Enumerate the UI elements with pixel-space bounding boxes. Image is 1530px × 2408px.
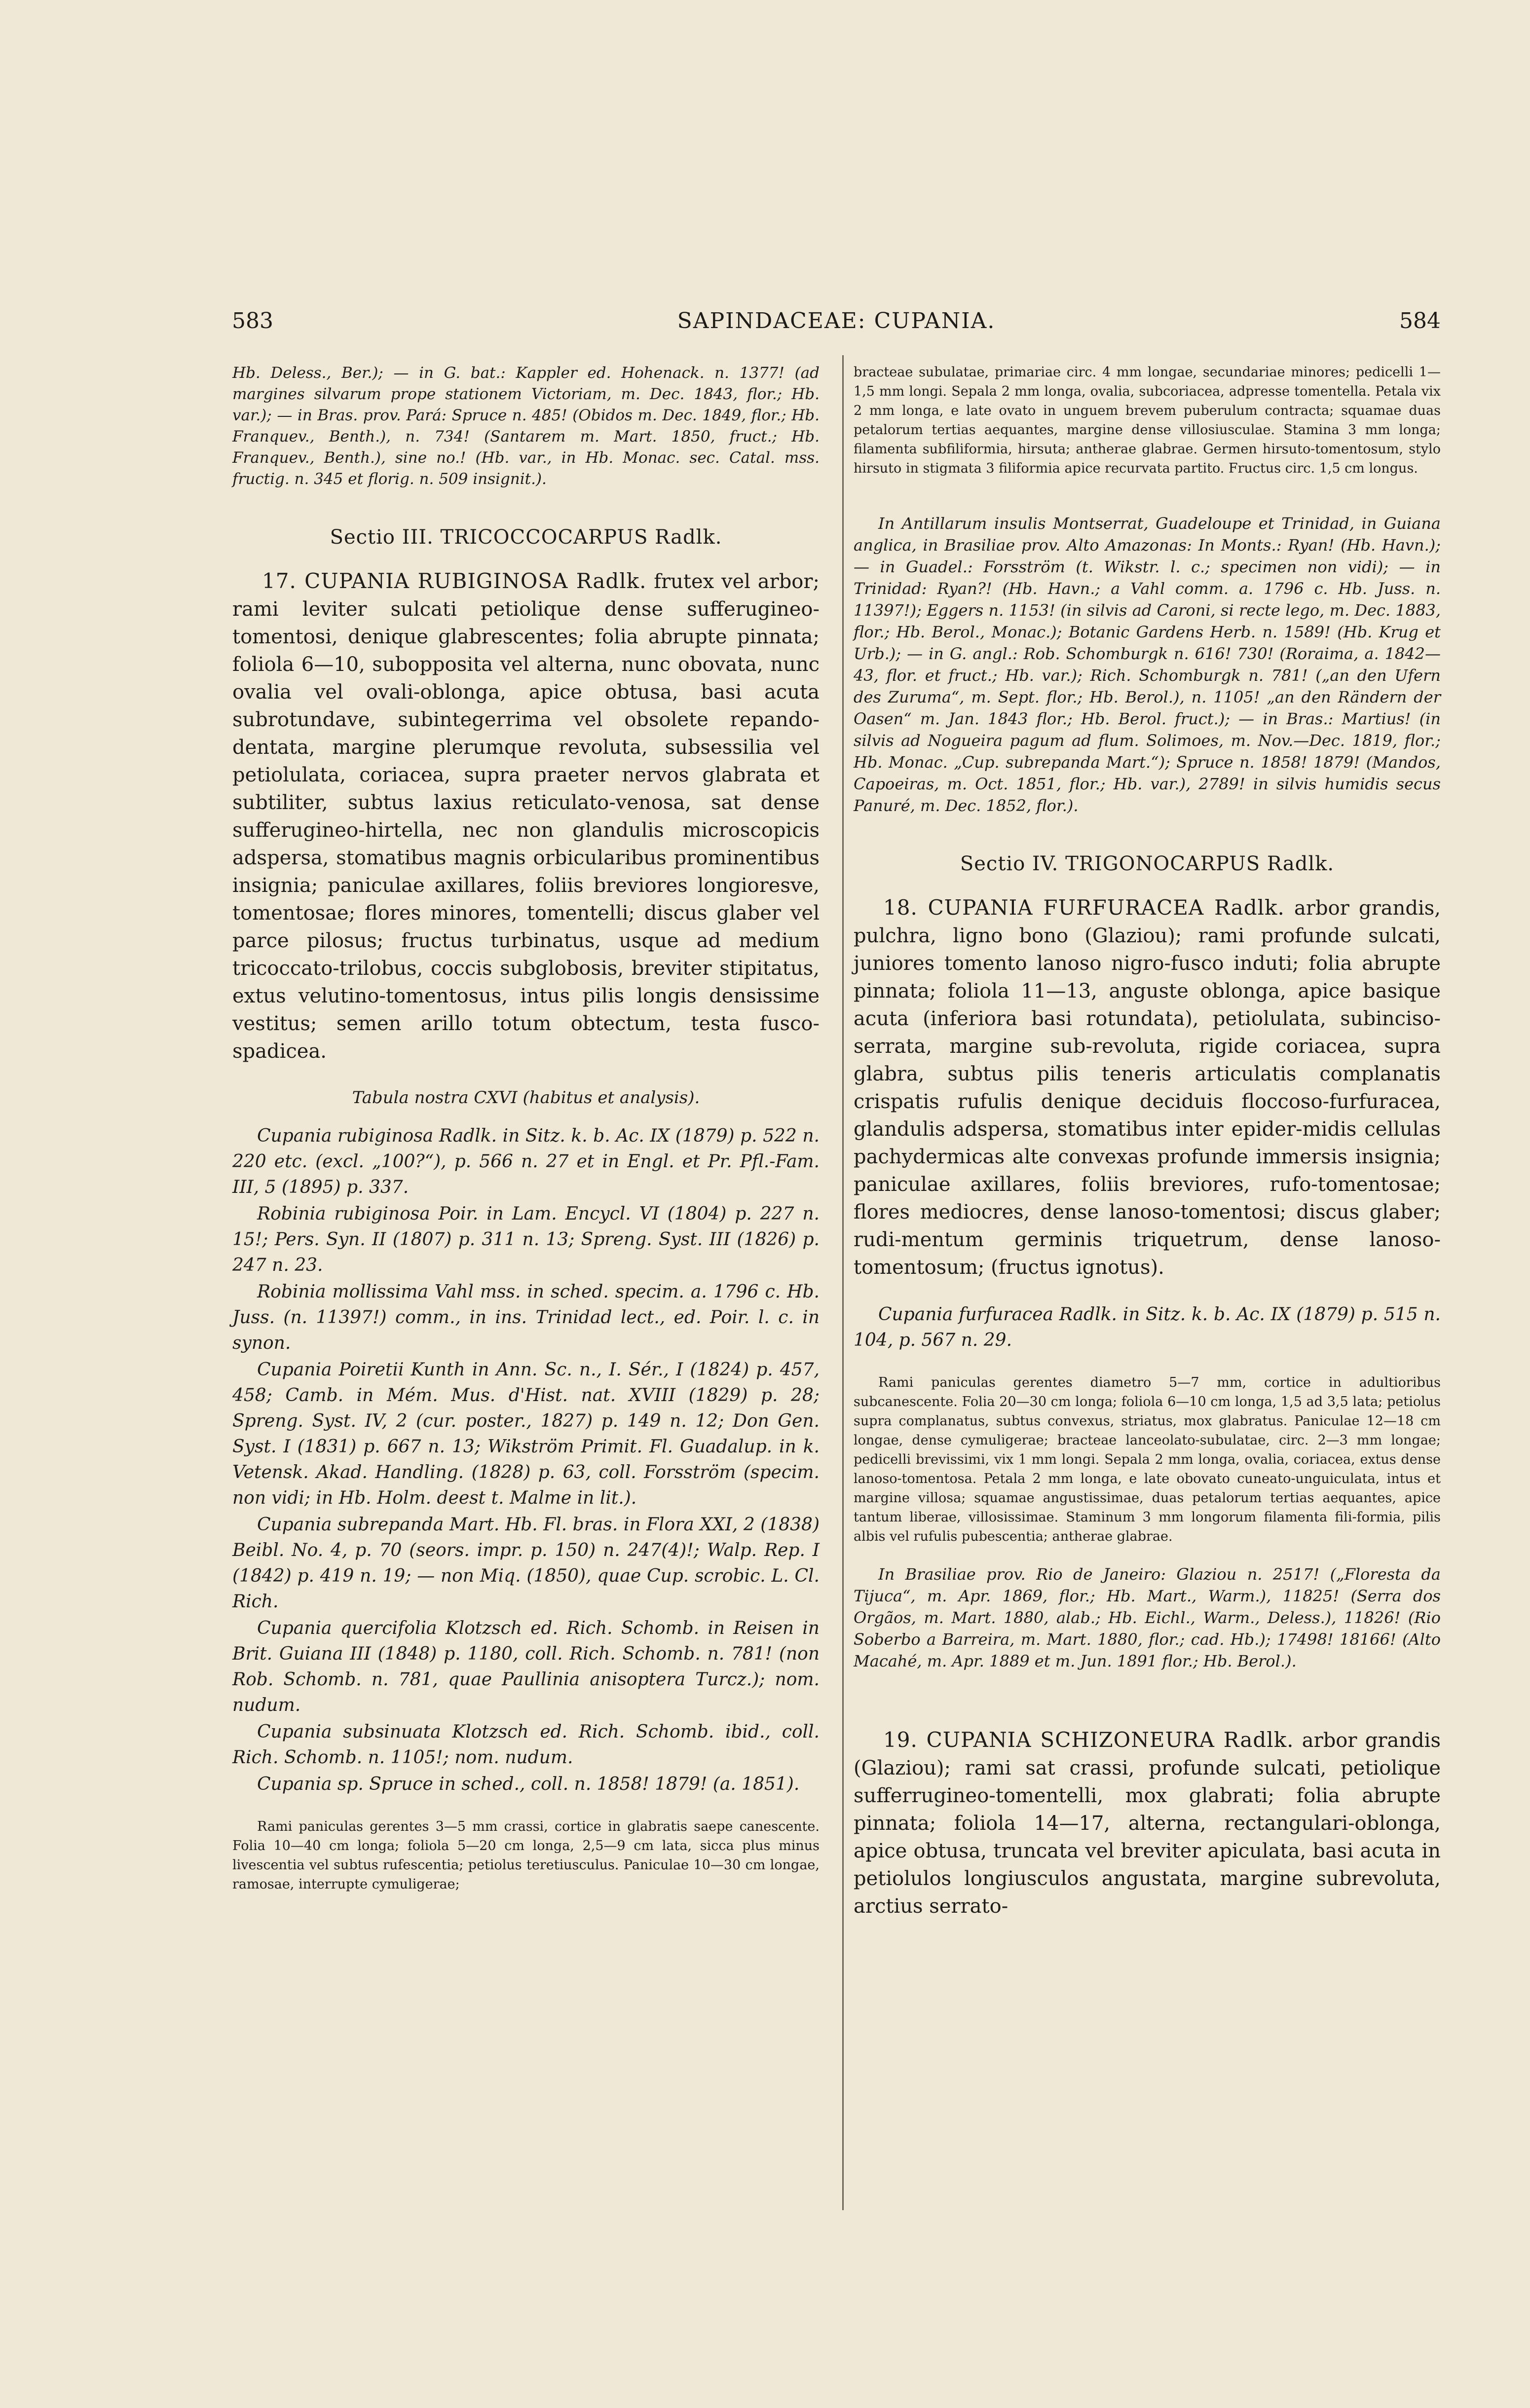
synonym-2: Robinia rubiginosa Poir. in Lam. Encycl. VI (1804) p. 227 n. 15!; Pers. Syn. II (1807) p. 311 n. 13; Spreng. Syst. III (1826) p. 247 n. 23. (232, 1204, 820, 1275)
page-header (232, 308, 1441, 348)
right-column (854, 363, 1441, 1920)
species-18-text: arbor grandis, pulchra, ligno bono (Glaziou); rami profunde sulcati, juniores tomento lanoso nigro-fusco induti; folia abrupte pinnata; foliola 11—13, anguste oblonga, apice basique acuta (inferiora basi rotundata), petiolulata, subinciso-serrata, margine sub-revoluta, rigide coriacea, supra glabra, subtus pilis teneris articulatis complanatis crispatis rufulis denique deciduis floccoso-furfuracea, glandulis adspersa, stomatibus inter epider-midis cellulas pachydermicas alte convexas profunde immersis insignia; paniculae axillares, foliis breviores, rufo-tomentosae; flores mediocres, dense lanoso-tomentosi; discus glaber; rudi-mentum germinis triquetrum, dense lanoso-tomentosum; (fructus ignotus). (854, 897, 1441, 1279)
synonym-3: Robinia mollissima Vahl mss. in sched. specim. a. 1796 c. Hb. Juss. (n. 11397!) comm., in ins. Trinidad lect., ed. Poir. l. c. in synon. (232, 1282, 820, 1353)
page-number-right: 584 (1399, 308, 1441, 333)
species-19-description (854, 1726, 1441, 1920)
synonym-4: Cupania Poiretii Kunth in Ann. Sc. n., I. Sér., I (1824) p. 457, 458; Camb. in Mém. Mus. d'Hist. nat. XVIII (1829) p. 28; Spreng. Syst. IV, 2 (cur. poster., 1827) p. 149 n. 12; Don Gen. Syst. I (1831) p. 667 n. 13; Wikström Primit. Fl. Guadalup. in k. Vetensk. Akad. Handling. (1828) p. 63, coll. Forsström (specim. non vidi; in Hb. Holm. deest t. Malme in lit.). (232, 1360, 820, 1508)
species-17-description (232, 567, 820, 1065)
column-divider (842, 355, 844, 2210)
species-17-localities: In Antillarum insulis Montserrat, Guadeloupe et Trinidad, in Guiana anglica, in Brasiliae prov. Alto Amazonas: In Monts.: Ryan! (Hb. Havn.); — in Guadel.: Forsström (t. Wikstr. l. c.; specimen non vidi); — in Trinidad: Ryan?! (Hb. Havn.; a Vahl comm. a. 1796 c. Hb. Juss. n. 11397!); Eggers n. 1153! (in silvis ad Caroni, si recte lego, m. Dec. 1883, flor.; Hb. Berol., Monac.); Botanic Gardens Herb. n. 1589! (Hb. Krug et Urb.); — in G. angl.: Rob. Schomburgk n. 616! 730! (Roraima, a. 1842—43, flor. et fruct.; Hb. var.); Rich. Schomburgk n. 781! („an den Ufern des Zuruma“, m. Sept. flor.; Hb. Berol.), n. 1105! „an den Rändern der Oasen“ m. Jan. 1843 flor.; Hb. Berol. fruct.); — in Bras.: Martius! (in silvis ad Nogueira pagum ad flum. Solimoes, m. Nov.—Dec. 1819, flor.; Hb. Monac. „Cup. subrepanda Mart.“); Spruce n. 1858! 1879! (Mandos, Capoeiras, m. Oct. 1851, flor.; Hb. var.), 2789! in silvis humidis secus Panuré, m. Dec. 1852, flor.). (854, 514, 1441, 815)
page-number-left: 583 (232, 308, 273, 333)
synonym-6: Cupania quercifolia Klotzsch ed. Rich. Schomb. in Reisen in Brit. Guiana III (1848) p. 1180, coll. Rich. Schomb. n. 781! (non Rob. Schomb. n. 781, quae Paullinia anisoptera Turcz.); nom. nudum. (232, 1618, 820, 1715)
section-title-iii: Sectio III. TRICOCCOCARPUS Radlk. (330, 526, 722, 549)
intro-paragraph: Hb. Deless., Ber.); — in G. bat.: Kappler ed. Hohenack. n. 1377! (ad margines silvarum prope stationem Victoriam, m. Dec. 1843, flor.; Hb. var.); — in Bras. prov. Pará: Spruce n. 485! (Obidos m. Dec. 1849, flor.; Hb. Franquev., Benth.), n. 734! (Santarem m. Mart. 1850, fruct.; Hb. Franquev., Benth.), sine no.! (Hb. var., in Hb. Monac. sec. Catal. mss. fructig. n. 345 et florig. n. 509 insignit.). (232, 364, 820, 488)
species-17-name: 17. CUPANIA RUBIGINOSA Radlk. (262, 569, 647, 593)
tabula-caption: Tabula nostra CXVI (habitus et analysis). (352, 1088, 700, 1108)
species-19-name: 19. CUPANIA SCHIZONEURA Radlk. (883, 1728, 1294, 1752)
continued-description: bracteae subulatae, primariae circ. 4 mm longae, secundariae minores; pedicelli 1—1,5 mm longi. Sepala 2 mm longa, ovalia, subcoriacea, adpresse tomentella. Petala vix 2 mm longa, e late ovato in unguem brevem puberulum contracta; squamae duas petalorum tertias aequantes, margine dense villosiusculae. Stamina 3 mm longa; filamenta subfiliformia, hirsuta; antherae glabrae. Germen hirsuto-tomentosum, stylo hirsuto in stigmata 3 filiformia apice recurvata partito. Fructus circ. 1,5 cm longus. (854, 365, 1441, 476)
synonym-1: Cupania rubiginosa Radlk. in Sitz. k. b. Ac. IX (1879) p. 522 n. 220 etc. (excl. „100?“), p. 566 n. 27 et in Engl. et Pr. Pfl.-Fam. III, 5 (1895) p. 337. (232, 1126, 820, 1197)
running-title: SAPINDACEAE: CUPANIA. (677, 308, 996, 333)
synonym-7: Cupania subsinuata Klotzsch ed. Rich. Schomb. ibid., coll. Rich. Schomb. n. 1105!; nom. nudum. (232, 1722, 820, 1768)
section-title-iv: Sectio IV. TRIGONOCARPUS Radlk. (960, 852, 1335, 875)
species-17-text: frutex vel arbor; rami leviter sulcati petiolique dense sufferugineo-tomentosi, denique glabrescentes; folia abrupte pinnata; foliola 6—10, subopposita vel alterna, nunc obovata, nunc ovalia vel ovali-oblonga, apice obtusa, basi acuta subrotundave, subintegerrima vel obsolete repando-dentata, margine plerumque revoluta, subsessilia vel petiolulata, coriacea, supra praeter nervos glabrata et subtiliter, subtus laxius reticulato-venosa, sat dense sufferugineo-hirtella, nec non glandulis microscopicis adspersa, stomatibus magnis orbicularibus prominentibus insignia; paniculae axillares, foliis breviores longioresve, tomentosae; flores minores, tomentelli; discus glaber vel parce pilosus; fructus turbinatus, usque ad medium tricoccato-trilobus, coccis subglobosis, breviter stipitatus, extus velutino-tomentosus, intus pilis longis densissime vestitus; semen arillo totum obtectum, testa fusco-spadicea. (232, 570, 820, 1063)
species-19-text: arbor grandis (Glaziou); rami sat crassi, profunde sulcati, petiolique sufferrugineo-tomentelli, mox glabrati; folia abrupte pinnata; foliola 14—17, alterna, rectangulari-oblonga, apice obtusa, truncata vel breviter apiculata, basi acuta in petiolulos longiusculos angustata, margine subrevoluta, arctius serrato- (854, 1729, 1441, 1918)
species-18-details: Rami paniculas gerentes diametro 5—7 mm, cortice in adultioribus subcanescente. Folia 20—30 cm longa; foliola 6—10 cm longa, 1,5 ad 3,5 lata; petiolus supra complanatus, subtus convexus, striatus, mox glabratus. Paniculae 12—18 cm longae, dense cymuligerae; bracteae lanceolato-subulatae, circ. 2—3 mm longae; pedicelli brevissimi, vix 1 mm longi. Sepala 2 mm longa, ovalia, coriacea, extus dense lanoso-tomentosa. Petala 2 mm longa, e late obovato cuneato-unguiculata, intus et margine villosa; squamae angustissimae, duas petalorum tertias aequantes, apice tantum liberae, villosissimae. Staminum 3 mm longorum filamenta fili-formia, pilis albis vel rufulis pubescentia; antherae glabrae. (854, 1375, 1441, 1544)
species-18-synonym: Cupania furfuracea Radlk. in Sitz. k. b. Ac. IX (1879) p. 515 n. 104, p. 567 n. 29. (854, 1304, 1441, 1350)
left-column (232, 363, 820, 1894)
rami-description: Rami paniculas gerentes 3—5 mm crassi, cortice in glabratis saepe canescente. Folia 10—40 cm longa; foliola 5—20 cm longa, 2,5—9 cm lata, sicca plus minus livescentia vel subtus rufescentia; petiolus teretiusculus. Paniculae 10—30 cm longae, ramosae, interrupte cymuligerae; (232, 1819, 820, 1892)
species-18-localities: In Brasiliae prov. Rio de Janeiro: Glaziou n. 2517! („Floresta da Tijuca“, m. Apr. 1869, flor.; Hb. Mart., Warm.), 11825! (Serra dos Orgãos, m. Mart. 1880, alab.; Hb. Eichl., Warm., Deless.), 11826! (Rio Soberbo a Barreira, m. Mart. 1880, flor.; cad. Hb.); 17498! 18166! (Alto Macahé, m. Apr. 1889 et m. Jun. 1891 flor.; Hb. Berol.). (854, 1565, 1441, 1670)
species-18-name: 18. CUPANIA FURFURACEA Radlk. (883, 895, 1285, 920)
species-18-description (854, 894, 1441, 1281)
synonym-5: Cupania subrepanda Mart. Hb. Fl. bras. in Flora XXI, 2 (1838) Beibl. No. 4, p. 70 (seors. impr. p. 150) n. 247(4)!; Walp. Rep. I (1842) p. 419 n. 19; — non Miq. (1850), quae Cup. scrobic. L. Cl. Rich. (232, 1515, 820, 1612)
synonym-8: Cupania sp. Spruce in sched., coll. n. 1858! 1879! (a. 1851). (257, 1774, 800, 1794)
